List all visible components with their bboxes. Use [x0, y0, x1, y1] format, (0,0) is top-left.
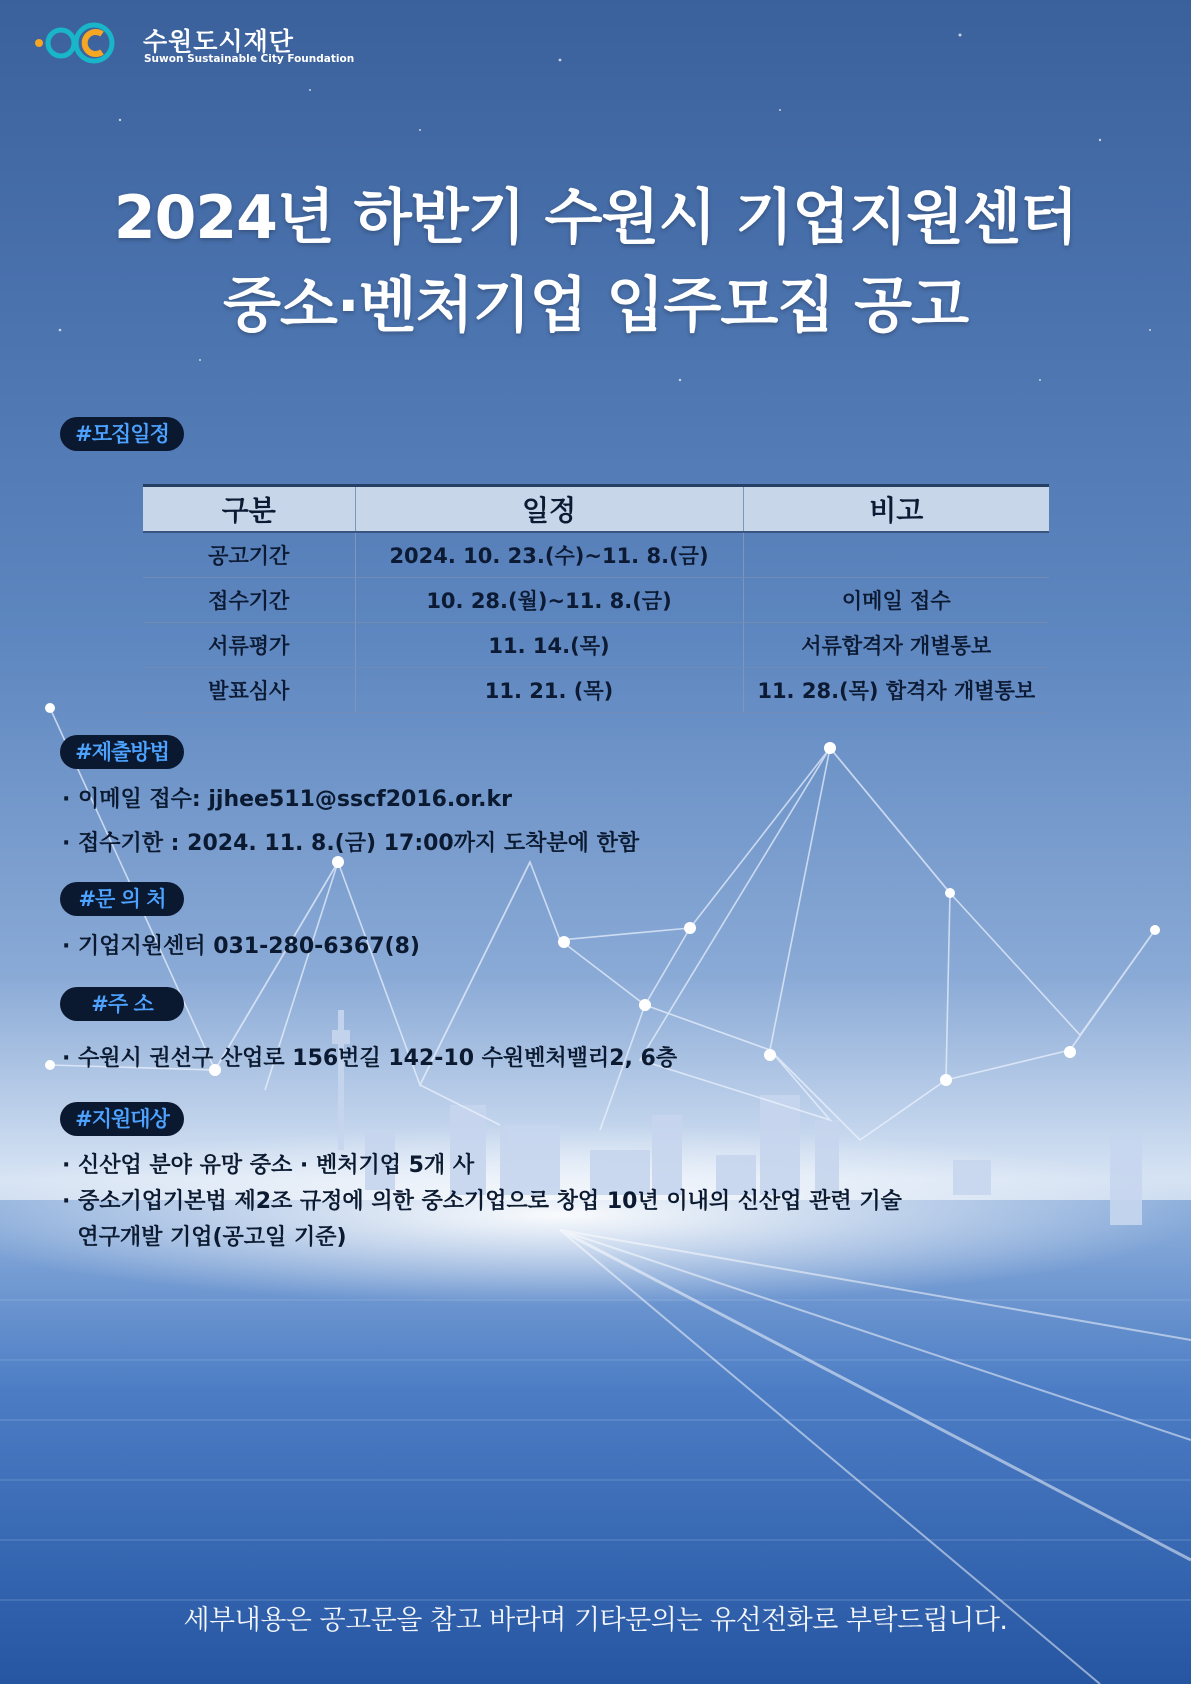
schedule-table	[143, 484, 1049, 713]
logo-name-english: Suwon Sustainable City Foundation	[144, 53, 355, 65]
target-tag: #지원대상	[60, 1102, 184, 1136]
schedule-tag: #모집일정	[60, 417, 184, 451]
contact-tag: #문 의 처	[60, 882, 184, 916]
target-item-2: · 중소기업기본법 제2조 규정에 의한 중소기업으로 창업 10년 이내의 신산업 관련 기술	[62, 1189, 902, 1214]
submission-tag: #제출방법	[60, 735, 184, 769]
submission-email: · 이메일 접수: jjhee511@sscf2016.or.kr	[62, 787, 512, 812]
title-line-2: 중소·벤처기업 입주모집 공고	[222, 271, 969, 341]
footer-note: 세부내용은 공고문을 참고 바라며 기타문의는 유선전화로 부탁드립니다.	[183, 1605, 1008, 1636]
target-item-1: · 신산업 분야 유망 중소 · 벤처기업 5개 사	[62, 1153, 475, 1178]
table-row	[143, 668, 1049, 713]
address-text: · 수원시 권선구 산업로 156번길 142-10 수원벤처밸리2, 6층	[62, 1046, 678, 1071]
logo-name-korean: 수원도시재단	[143, 27, 294, 56]
table-cell: 11. 14.(목)	[355, 623, 743, 668]
network-nodes	[45, 703, 1160, 1086]
table-row	[143, 532, 1049, 578]
schedule-header-note: 비고	[743, 486, 1049, 533]
table-cell: 2024. 10. 23.(수)~11. 8.(금)	[355, 532, 743, 578]
schedule-header-category: 구분	[143, 486, 355, 533]
table-cell: 10. 28.(월)~11. 8.(금)	[355, 578, 743, 623]
table-cell: 11. 28.(목) 합격자 개별통보	[743, 668, 1049, 713]
table-row	[143, 623, 1049, 668]
title-line-1: 2024년 하반기 수원시 기업지원센터	[113, 183, 1078, 253]
target-item-2-continued: 연구개발 기업(공고일 기준)	[62, 1225, 347, 1250]
schedule-header-row	[143, 486, 1049, 533]
table-cell: 접수기간	[143, 578, 355, 623]
submission-deadline: · 접수기한 : 2024. 11. 8.(금) 17:00까지 도착분에 한함	[62, 831, 640, 856]
contact-phone: · 기업지원센터 031-280-6367(8)	[62, 934, 420, 959]
address-tag: #주 소	[60, 987, 184, 1021]
table-cell: 11. 21. (목)	[355, 668, 743, 713]
table-cell: 서류평가	[143, 623, 355, 668]
table-cell: 발표심사	[143, 668, 355, 713]
table-cell: 이메일 접수	[743, 578, 1049, 623]
table-cell: 공고기간	[143, 532, 355, 578]
schedule-header-date: 일정	[355, 486, 743, 533]
table-cell: 서류합격자 개별통보	[743, 623, 1049, 668]
table-row	[143, 578, 1049, 623]
table-cell	[743, 532, 1049, 578]
logo-mark	[34, 20, 134, 66]
